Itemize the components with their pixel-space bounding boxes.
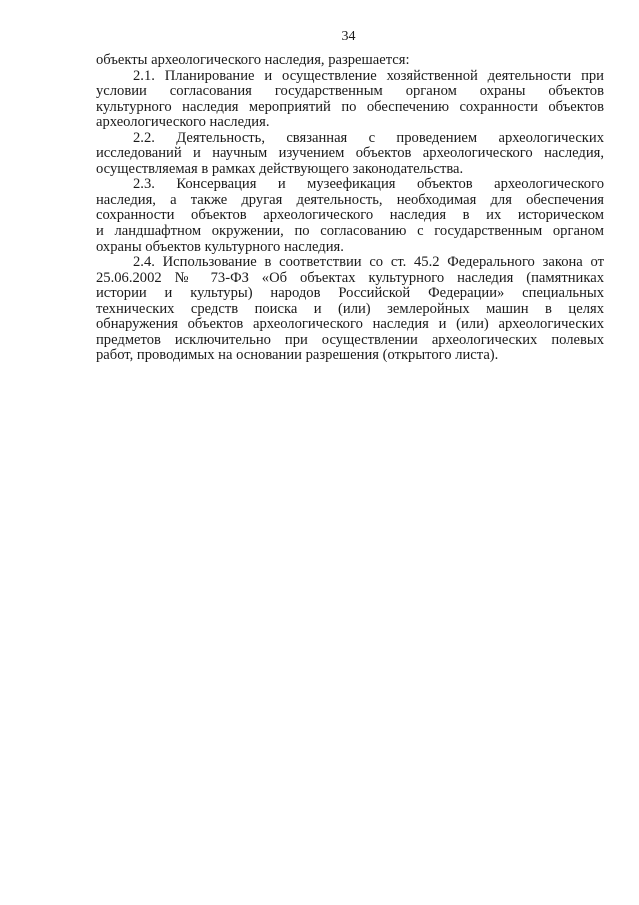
text-line: 2.4. Использование в соответствии со ст. 45.2 Федерального закона от — [133, 254, 604, 271]
text-line: 25.06.2002 № 73-ФЗ «Об объектах культурного наследия (памятниках — [96, 269, 604, 286]
text-line: истории и культуры) народов Российской Федерации» специальных — [96, 285, 604, 302]
text-line: 2.1. Планирование и осуществление хозяйственной деятельности при — [133, 67, 604, 84]
text-line: условии согласования государственным органом охраны объектов — [96, 83, 604, 100]
text-line: объекты археологического наследия, разрешается: — [96, 52, 410, 68]
paragraph — [96, 69, 604, 131]
text-line: работ, проводимых на основании разрешения (открытого листа). — [96, 347, 499, 364]
page-number: 34 — [341, 29, 356, 44]
paragraph — [96, 131, 604, 178]
paragraph — [96, 177, 604, 255]
text-line: наследия, а также другая деятельность, необходимая для обеспечения — [96, 191, 604, 208]
text-line: осуществляемая в рамках действующего законодательства. — [96, 160, 464, 177]
text-line: 2.3. Консервация и музеефикация объектов археологического — [133, 176, 604, 193]
text-line: и ландшафтном окружении, по согласованию с государственным органом — [96, 223, 604, 240]
text-line: культурного наследия мероприятий по обеспечению сохранности объектов — [96, 98, 604, 115]
text-line: предметов исключительно при осуществлении археологических полевых — [96, 331, 604, 348]
text-line: охраны объектов культурного наследия. — [96, 238, 344, 255]
text-line: сохранности объектов археологического наследия в их историческом — [96, 207, 604, 224]
paragraph — [96, 255, 604, 364]
text-line: 2.2. Деятельность, связанная с проведением археологических — [133, 129, 604, 146]
text-line: технических средств поиска и (или) землеройных машин в целях — [96, 300, 604, 317]
text-line: археологического наследия. — [96, 114, 270, 131]
text-line: исследований и научным изучением объектов археологического наследия, — [96, 145, 604, 162]
paragraph — [96, 53, 604, 69]
document-body — [96, 53, 604, 364]
text-line: обнаружения объектов археологического наследия и (или) археологических — [96, 316, 604, 333]
